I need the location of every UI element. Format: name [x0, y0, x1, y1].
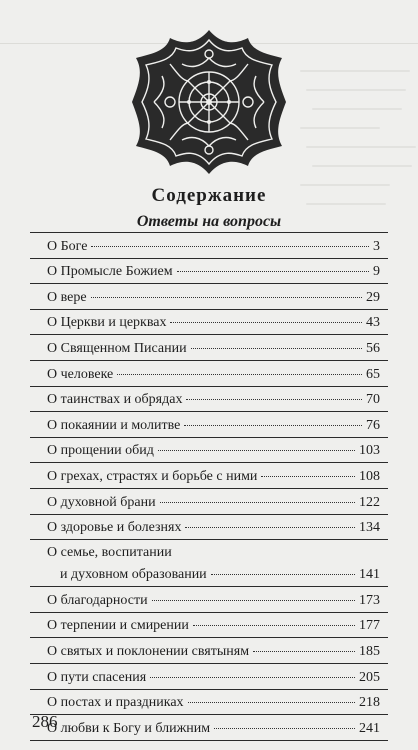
toc-entry-page: 9 — [373, 264, 380, 280]
toc-row — [30, 715, 388, 741]
show-through-line — [306, 146, 416, 148]
toc-entry-page: 29 — [366, 289, 380, 305]
toc-row — [30, 233, 388, 259]
leader-dots — [191, 348, 362, 349]
toc-row — [30, 587, 388, 613]
toc-entry-page: 56 — [366, 340, 380, 356]
leader-dots — [261, 476, 355, 477]
leader-dots — [170, 322, 362, 323]
toc-row — [30, 540, 388, 587]
toc-entry-page: 43 — [366, 315, 380, 331]
toc-row — [30, 438, 388, 464]
page-number: 286 — [32, 712, 58, 731]
toc-entry-title: О святых и поклонении святыням — [47, 643, 250, 659]
toc-entry-title-line2: и духовном образовании — [60, 567, 207, 583]
leader-dots — [214, 728, 355, 729]
toc-row — [30, 489, 388, 515]
toc-entry-title: О пути спасения — [47, 669, 147, 685]
toc-row — [30, 664, 388, 690]
toc-entry-page: 108 — [359, 468, 380, 484]
toc-entry-page: 141 — [359, 567, 380, 583]
toc-entry-title: О любви к Богу и ближним — [47, 720, 211, 736]
toc-row — [30, 613, 388, 639]
toc-entry-page: 103 — [359, 443, 380, 459]
toc-row — [30, 387, 388, 413]
toc-entry-title: О Церкви и церквах — [47, 315, 167, 331]
leader-dots — [158, 450, 355, 451]
toc-entry-title: О Боге — [47, 238, 88, 254]
toc-entry-title: О благодарности — [47, 592, 148, 608]
leader-dots — [117, 374, 362, 375]
toc-entry-page: 218 — [359, 695, 380, 711]
toc-entry-title: О Священном Писании — [47, 340, 187, 356]
toc-row — [30, 690, 388, 716]
toc-entry-page: 76 — [366, 417, 380, 433]
toc-row — [30, 361, 388, 387]
leader-dots — [91, 297, 362, 298]
show-through-line — [312, 165, 412, 167]
leader-dots — [91, 246, 369, 247]
toc-entry-page: 134 — [359, 520, 380, 536]
toc-entry-title: О вере — [47, 289, 87, 305]
toc-entry-title: О прощении обид — [47, 443, 154, 459]
toc-entry-title: О здоровье и болезнях — [47, 520, 182, 536]
toc-row — [30, 259, 388, 285]
leader-dots — [193, 625, 355, 626]
toc-entry-title: О духовной брани — [47, 494, 156, 510]
toc-row — [30, 515, 388, 541]
toc-entry-page: 185 — [359, 643, 380, 659]
toc-row — [30, 284, 388, 310]
show-through-line — [300, 127, 380, 129]
toc-entry-page: 70 — [366, 392, 380, 408]
toc-entry-title: О человеке — [47, 366, 114, 382]
toc-entry-title: О постах и праздниках — [47, 695, 184, 711]
show-through-line — [300, 70, 410, 72]
leader-dots — [188, 702, 355, 703]
toc-entry-title-line1: О семье, воспитании — [47, 545, 172, 561]
toc-row — [30, 638, 388, 664]
toc-entry-page: 177 — [359, 618, 380, 634]
contents-subheading: Ответы на вопросы — [136, 213, 282, 230]
show-through-line — [312, 108, 402, 110]
toc-entry-title: О покаянии и молитве — [47, 417, 181, 433]
leader-dots — [185, 527, 355, 528]
leader-dots — [211, 574, 355, 575]
leader-dots — [184, 425, 362, 426]
toc-row — [30, 412, 388, 438]
leader-dots — [152, 600, 355, 601]
toc-entry-title: О терпении и смирении — [47, 618, 189, 634]
toc-entry-page: 3 — [373, 238, 380, 254]
leader-dots — [160, 502, 355, 503]
toc-entry-page: 205 — [359, 669, 380, 685]
toc-row — [30, 463, 388, 489]
table-of-contents — [30, 232, 388, 741]
toc-entry-title: О Промысле Божием — [47, 264, 173, 280]
toc-row — [30, 310, 388, 336]
contents-heading: Содержание — [151, 185, 267, 206]
toc-row — [30, 335, 388, 361]
toc-entry-title: О грехах, страстях и борьбе с ними — [47, 468, 258, 484]
toc-entry-page: 173 — [359, 592, 380, 608]
toc-entry-page: 122 — [359, 494, 380, 510]
ornament-icon — [130, 28, 288, 176]
leader-dots — [177, 271, 369, 272]
toc-entry-title: О таинствах и обрядах — [47, 392, 183, 408]
toc-entry-page: 241 — [359, 720, 380, 736]
leader-dots — [253, 651, 355, 652]
leader-dots — [150, 677, 355, 678]
show-through-line — [306, 89, 406, 91]
toc-entry-page: 65 — [366, 366, 380, 382]
leader-dots — [186, 399, 362, 400]
